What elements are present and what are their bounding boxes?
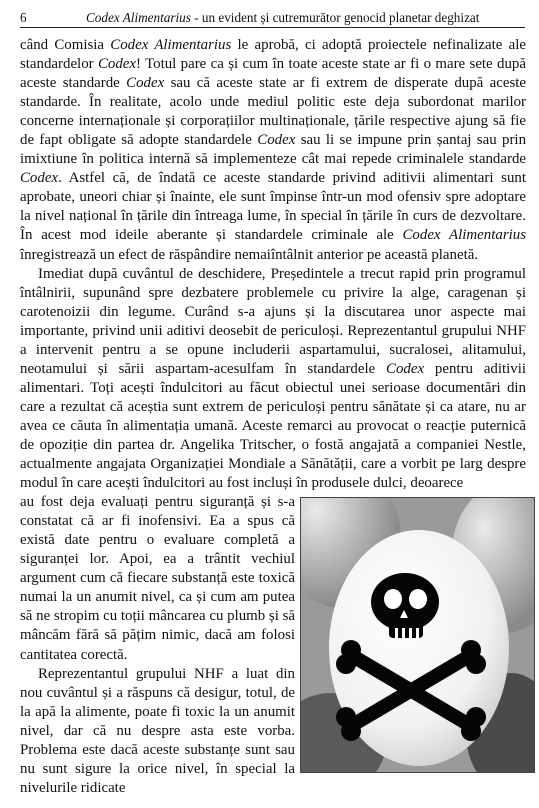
text-run: au fost deja evaluați pentru siguranță și s-a constatat că ar fi inofensivi. Ea a spus că există date pentru o evaluare completă a siguranței lor. Apoi, ea a trântit vechiul argument cum că fiecare substanță este toxică numai la un anumit nivel, ca și cum am putea să ne stropim cu toții mâncarea cu plumb și să mâncăm fără să pățim nimic, dacă am folosi cantitatea corectă. [20, 494, 295, 663]
italic-term: Codex [257, 132, 296, 149]
skull-egg-photo [300, 497, 535, 773]
text-run: le aprobă, ci adoptă proiectele nefinalizate ale standardelor [20, 37, 526, 73]
page-number: 6 [20, 10, 27, 25]
text-run: Imediat după cuvântul de deschidere, Președintele a trecut rapid prin programul întâlnirii, supunând spre dezbatere problemele cu privire la alge, caragenan și carotenoizii din legume. Curând s-a ajuns și la discutarea unor aspecte mai importante, privind unii aditivi deosebit de periculoși. Reprezentantul grupului NHF a intervenit pentru a se opune includerii aspartamului, sucralosei, alitamului, neotamului și sării aspartam-acesulfam în standardele [20, 265, 526, 377]
text-run: ! Totul pare ca și cum în toate aceste state ar fi o mare sete după aceste standarde [20, 56, 526, 92]
text-run: pentru aditivii alimentari. Toți acești îndulcitori au făcut obiectul unei serioase documentări din care a rezultat că aceștia sunt extrem de periculoși pentru sănătate și ca atare, nu ar avea ce căuta în alimentația umană. Aceste remarci au provocat o reacție puternică de opoziție din partea dr. Angelika Tritscher, o fostă angajată a companiei Nestle, actualmente angajata Organizației Mondiale a Sănătății, care a vorbit pe larg despre modul în care acești îndulcitori au fost incluși în produsele dulci, deoarece [20, 360, 526, 492]
text-run: . Astfel că, de îndată ce aceste standarde privind aditivii alimentari sunt aprobate, uneori chiar și înainte, ele sunt împinse într-un mod ofensiv spre adoptare la nivel național în țările din întreaga lume, în special în țările în curs de dezvoltare. În acest mod ideile aberante și standardele criminale ale [20, 170, 526, 244]
text-run: înregistrează un efect de răspândire nemaiîntâlnit anterior pe această planetă. [20, 246, 479, 263]
paragraph [20, 265, 526, 494]
italic-term: Codex [20, 170, 59, 187]
running-title-rest: - un evident și cutremurător genocid planetar deghizat [190, 10, 480, 25]
paragraph [20, 665, 295, 798]
paragraph [20, 36, 526, 265]
text-run: Reprezentantul grupului NHF a luat din nou cuvântul și a răspuns că desigur, totul, de la apă la alimente, poate fi toxic la un anumit nivel, dar că nu despre asta este vorba. Problema este dacă aceste substanțe sunt sau nu sunt sigure la orice nivel, în special la nivelurile ridicate [20, 665, 295, 796]
skull-and-crossbones-icon [301, 498, 534, 772]
paragraph-continuation [20, 493, 295, 664]
italic-term: Codex [97, 56, 137, 73]
italic-term: Codex Alimentarius [402, 227, 526, 244]
text-run: când Comisia [20, 37, 111, 53]
text-run: sau li se impune prin șantaj sau prin imixtiune în politica internă să implementeze cât mai repede criminalele standarde [20, 132, 527, 168]
running-header [20, 9, 525, 28]
italic-term: Codex [386, 360, 425, 377]
running-title-italic: Codex Alimentarius [86, 10, 191, 25]
text-run: sau că aceste state ar fi extrem de disperate după aceste standarde. În realitate, acolo unde mediul politic este deja subordonat marilor concerne internaționale și corporațiilor multinaționale, țările respective ajung să fie de fapt obligate să adopte standardele [20, 75, 527, 149]
italic-term: Codex [126, 75, 165, 92]
italic-term: Codex Alimentarius [110, 37, 232, 53]
running-title [86, 9, 479, 27]
